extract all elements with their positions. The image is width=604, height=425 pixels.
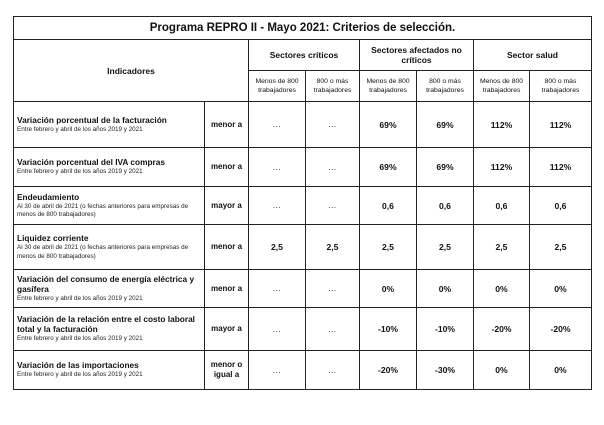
value-cell: 2,5 (417, 225, 474, 270)
value-cell: ... (249, 308, 306, 351)
table-row (14, 187, 592, 225)
value-cell: 112% (530, 102, 592, 148)
subheader-small: Menos de 800 trabajadores (474, 71, 530, 102)
table-row (14, 270, 592, 308)
subheader-small: Menos de 800 trabajadores (360, 71, 417, 102)
value-cell: -10% (417, 308, 474, 351)
indicator-subtitle: Entre febrero y abril de los años 2019 y 2021 (17, 294, 143, 302)
value-cell: -20% (530, 308, 592, 351)
indicator-cell (14, 270, 205, 308)
value-cell: -20% (360, 351, 417, 390)
subheader-large: 800 o más trabajadores (530, 71, 592, 102)
value-cell: 2,5 (306, 225, 360, 270)
value-cell: ... (249, 187, 306, 225)
indicator-subtitle: Entre febrero y abril de los años 2019 y 2021 (17, 335, 143, 343)
value-cell: ... (306, 102, 360, 148)
condition-cell: menor a (205, 148, 249, 187)
value-cell: 0,6 (530, 187, 592, 225)
indicator-cell (14, 308, 205, 351)
value-cell: ... (306, 187, 360, 225)
header-sector-salud: Sector salud (474, 40, 592, 71)
indicator-title: Endeudamiento (17, 191, 80, 202)
condition-cell: menor o igual a (205, 351, 249, 390)
indicator-title: Variación porcentual del IVA compras (17, 157, 166, 168)
value-cell: 2,5 (474, 225, 530, 270)
table-row (14, 225, 592, 270)
condition-cell: mayor a (205, 308, 249, 351)
subheader-large: 800 o más trabajadores (306, 71, 360, 102)
table-title: Programa REPRO II - Mayo 2021: Criterios de selección. (14, 17, 592, 40)
indicator-cell (14, 225, 205, 270)
value-cell: 0% (417, 270, 474, 308)
table-row (14, 148, 592, 187)
value-cell: 112% (474, 102, 530, 148)
value-cell: 2,5 (530, 225, 592, 270)
table-row (14, 351, 592, 390)
table-row (14, 102, 592, 148)
value-cell: ... (249, 270, 306, 308)
indicator-subtitle: Al 30 de abril de 2021 (o fechas anteriores para empresas de menos de 800 trabajadores) (17, 244, 189, 260)
condition-cell: menor a (205, 270, 249, 308)
subheader-large: 800 o más trabajadores (417, 71, 474, 102)
value-cell: ... (306, 270, 360, 308)
indicator-cell (14, 102, 205, 148)
indicator-subtitle: Entre febrero y abril de los años 2019 y 2021 (17, 125, 143, 133)
value-cell: -20% (474, 308, 530, 351)
value-cell: 0,6 (360, 187, 417, 225)
value-cell: ... (249, 148, 306, 187)
indicator-title: Liquidez corriente (17, 233, 89, 243)
value-cell: -10% (360, 308, 417, 351)
value-cell: 69% (360, 148, 417, 187)
indicator-title: Variación de las importaciones (17, 360, 139, 371)
indicator-subtitle: Entre febrero y abril de los años 2019 y 2021 (17, 168, 143, 176)
value-cell: 69% (417, 102, 474, 148)
header-sectores-criticos: Sectores críticos (249, 40, 360, 71)
value-cell: 0% (530, 351, 592, 390)
indicator-cell (14, 148, 205, 187)
value-cell: 112% (474, 148, 530, 187)
value-cell: 2,5 (360, 225, 417, 270)
indicator-title: Variación porcentual de la facturación (17, 114, 167, 125)
value-cell: 0% (474, 270, 530, 308)
indicator-title: Variación de la relación entre el costo laboral total y la facturación (17, 314, 195, 335)
value-cell: 69% (360, 102, 417, 148)
indicator-cell (14, 187, 205, 225)
value-cell: 2,5 (249, 225, 306, 270)
value-cell: 69% (417, 148, 474, 187)
subheader-small: Menos de 800 trabajadores (249, 71, 306, 102)
condition-cell: menor a (205, 102, 249, 148)
condition-cell: menor a (205, 225, 249, 270)
value-cell: ... (306, 308, 360, 351)
value-cell: 0% (530, 270, 592, 308)
value-cell: ... (306, 351, 360, 390)
value-cell: 0,6 (417, 187, 474, 225)
criteria-table (13, 16, 592, 390)
value-cell: ... (306, 148, 360, 187)
value-cell: -30% (417, 351, 474, 390)
value-cell: 0% (474, 351, 530, 390)
value-cell: 0% (360, 270, 417, 308)
condition-cell: mayor a (205, 187, 249, 225)
value-cell: ... (249, 102, 306, 148)
table-row (14, 308, 592, 351)
value-cell: 112% (530, 148, 592, 187)
indicator-cell (14, 351, 205, 390)
header-sectores-afectados: Sectores afectados no críticos (360, 40, 474, 71)
indicator-title: Variación del consumo de energía eléctrica y gasífera (17, 273, 195, 294)
value-cell: ... (249, 351, 306, 390)
header-indicadores: Indicadores (14, 40, 249, 102)
indicator-subtitle: Entre febrero y abril de los años 2019 y 2021 (17, 371, 143, 379)
value-cell: 0,6 (474, 187, 530, 225)
indicator-subtitle: Al 30 de abril de 2021 (o fechas anteriores para empresas de menos de 800 trabajadores) (17, 202, 189, 218)
